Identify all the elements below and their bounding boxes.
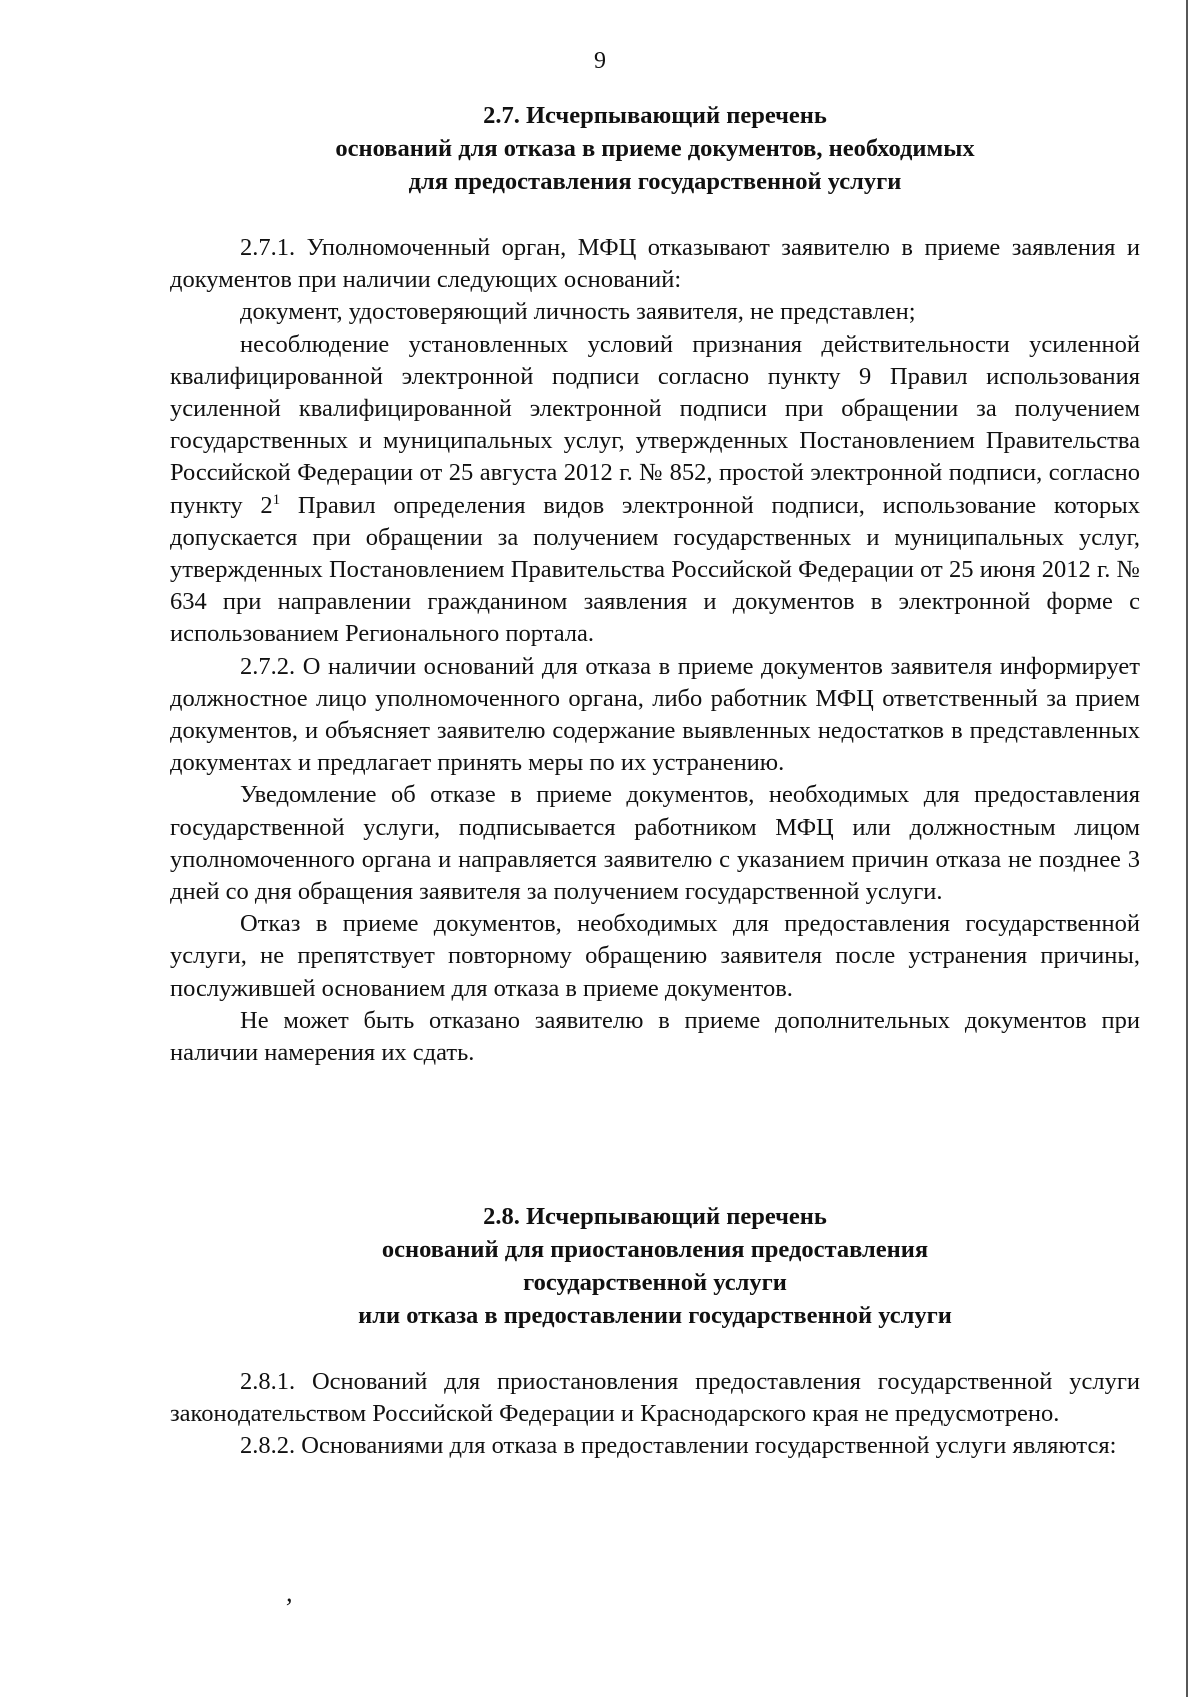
paragraph-identity-document: документ, удостоверяющий личность заявителя, не представлен; <box>240 298 916 326</box>
paragraph-2-8-2: 2.8.2. Основаниями для отказа в предоставлении государственной услуги являются: <box>240 1432 1117 1460</box>
heading-line: для предоставления государственной услуги <box>408 168 902 195</box>
paragraph-text: несоблюдение установленных условий признания действительности усиленной квалифицированной электронной подписи согласно пункту 9 Правил использования усиленной квалифицированной электронной подписи при обращении за получением государственных и муниципальных услуг, утвержденных Постановлением Правительства Российской Федерации от 25 августа 2012 г. № 852, простой электронной подписи, согласно пункту 2 <box>170 330 1140 519</box>
paragraph-2-8-1: 2.8.1. Оснований для приостановления предоставления государственной услуги законодательством Российской Федерации и Краснодарского края не предусмотрено. <box>170 1368 1140 1428</box>
heading-line: оснований для отказа в приеме документов, необходимых <box>335 135 975 162</box>
section-2-7-heading <box>170 99 1140 198</box>
section-2-7-body <box>170 232 1140 1069</box>
section-2-8-body <box>170 1366 1140 1463</box>
paragraph-2-7-1: 2.7.1. Уполномоченный орган, МФЦ отказывают заявителю в приеме заявления и документов при наличии следующих оснований: <box>170 234 1140 294</box>
heading-line: 2.8. Исчерпывающий перечень <box>483 1203 827 1230</box>
paragraph-text: Правил определения видов электронной подписи, использование которых допускается при обращении за получением государственных и муниципальных услуг, утвержденных Постановлением Правительства Российской Федерации от 25 июня 2012 г. № 634 при направлении гражданином заявления и документов в электронной форме с использованием Регионального портала. <box>170 491 1140 648</box>
paragraph-signature-conditions <box>170 329 1140 651</box>
page-edge-line <box>1186 0 1188 1697</box>
heading-line: оснований для приостановления предоставления <box>381 1236 929 1263</box>
heading-line: 2.7. Исчерпывающий перечень <box>483 102 827 129</box>
heading-line: или отказа в предоставлении государственной услуги <box>358 1302 952 1329</box>
paragraph-refusal-no-obstacle: Отказ в приеме документов, необходимых для предоставления государственной услуги, не препятствует повторному обращению заявителя после устранения причины, послужившей основанием для отказа в приеме документов. <box>170 910 1140 1002</box>
stray-mark: ’ <box>283 1593 292 1622</box>
paragraph-2-7-2: 2.7.2. О наличии оснований для отказа в приеме документов заявителя информирует должностное лицо уполномоченного органа, либо работник МФЦ ответственный за прием документов, и объясняет заявителю содержание выявленных недостатков в представленных документах и предлагает принять меры по их устранению. <box>170 652 1140 777</box>
section-2-8-heading <box>170 1200 1140 1332</box>
superscript: 1 <box>272 491 281 508</box>
heading-line: государственной услуги <box>523 1269 787 1296</box>
paragraph-refusal-notice: Уведомление об отказе в приеме документов, необходимых для предоставления государственной услуги, подписывается работником МФЦ или должностным лицом уполномоченного органа и направляется заявителю с указанием причин отказа не позднее 3 дней со дня обращения заявителя за получением государственной услуги. <box>170 781 1140 906</box>
page-number: 9 <box>594 48 606 74</box>
paragraph-additional-documents: Не может быть отказано заявителю в приеме дополнительных документов при наличии намерения их сдать. <box>170 1006 1140 1067</box>
